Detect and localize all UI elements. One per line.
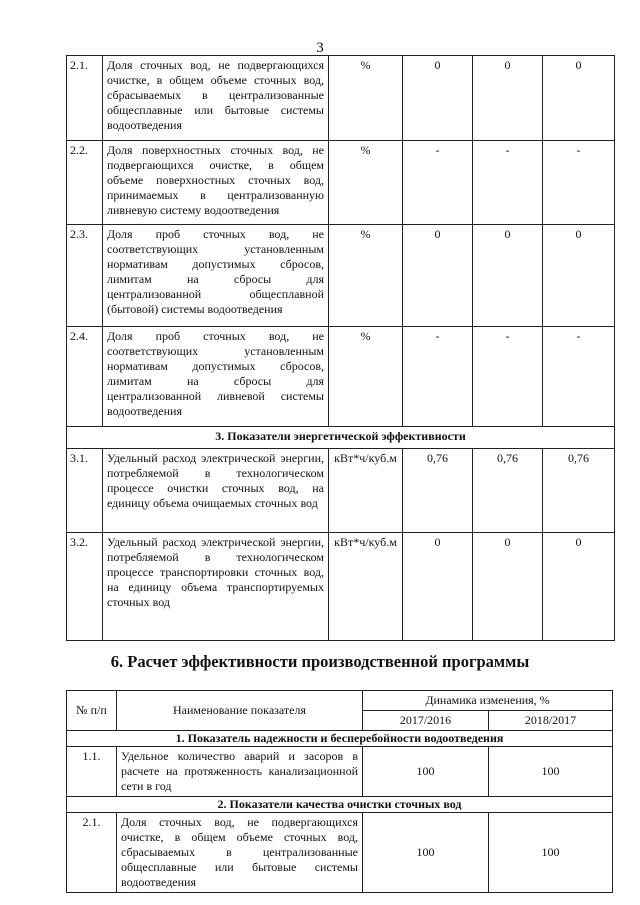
table-row xyxy=(67,449,615,533)
header-year-1: 2017/2016 xyxy=(363,711,489,731)
row-number: 3.1. xyxy=(67,449,103,533)
value-cell: 0 xyxy=(543,225,615,327)
section-row xyxy=(67,731,613,747)
row-number: 2.1. xyxy=(67,813,117,893)
value-cell: 0 xyxy=(543,56,615,141)
unit-cell: % xyxy=(329,141,403,225)
section-row xyxy=(67,797,613,813)
header-number: № п/п xyxy=(67,691,117,731)
table-row xyxy=(67,56,615,141)
indicator-name: Доля проб сточных вод, не соответствующих установленным нормативам допустимых сбросов, лимитам на сбросы для централизованной ливневой системы водоотведения xyxy=(103,327,329,427)
value-cell: 0,76 xyxy=(543,449,615,533)
efficiency-table xyxy=(66,690,613,893)
table-row xyxy=(67,747,613,797)
value-cell: - xyxy=(473,327,543,427)
header-year-2: 2018/2017 xyxy=(489,711,613,731)
header-dynamics: Динамика изменения, % xyxy=(363,691,613,711)
value-cell: 0 xyxy=(403,56,473,141)
table-row xyxy=(67,533,615,641)
indicator-name: Доля поверхностных сточных вод, не подвергающихся очистке, в общем объеме поверхностных сточных вод, принимаемых в централизованную ливневую систему водоотведения xyxy=(103,141,329,225)
unit-cell: % xyxy=(329,327,403,427)
section-title: 2. Показатели качества очистки сточных вод xyxy=(67,797,613,813)
value-cell: 100 xyxy=(489,747,613,797)
indicator-name: Удельное количество аварий и засоров в расчете на протяженность канализационной сети в год xyxy=(117,747,363,797)
unit-cell: кВт*ч/куб.м xyxy=(329,533,403,641)
indicator-name: Удельный расход электрической энергии, потребляемой в технологическом процессе транспортировки сточных вод, на единицу объема транспортируемых сточных вод xyxy=(103,533,329,641)
value-cell: 0 xyxy=(473,56,543,141)
row-number: 2.4. xyxy=(67,327,103,427)
table-row xyxy=(67,813,613,893)
section-6-heading: 6. Расчет эффективности производственной программы xyxy=(110,652,530,671)
row-number: 2.2. xyxy=(67,141,103,225)
unit-cell: % xyxy=(329,56,403,141)
page-number: 3 xyxy=(316,40,324,56)
value-cell: - xyxy=(543,327,615,427)
value-cell: 0 xyxy=(403,225,473,327)
value-cell: 0,76 xyxy=(403,449,473,533)
indicator-name: Удельный расход электрической энергии, потребляемой в технологическом процессе очистки сточных вод, на единицу объема очищаемых сточных вод xyxy=(103,449,329,533)
value-cell: 100 xyxy=(363,747,489,797)
indicator-name: Доля сточных вод, не подвергающихся очистке, в общем объеме сточных вод, сбрасываемых в централизованные общесплавные или бытовые системы водоотведения xyxy=(117,813,363,893)
value-cell: 0 xyxy=(403,533,473,641)
row-number: 3.2. xyxy=(67,533,103,641)
value-cell: 0,76 xyxy=(473,449,543,533)
value-cell: 0 xyxy=(543,533,615,641)
row-number: 1.1. xyxy=(67,747,117,797)
unit-cell: кВт*ч/куб.м xyxy=(329,449,403,533)
value-cell: - xyxy=(543,141,615,225)
indicators-table xyxy=(66,55,615,641)
row-number: 2.3. xyxy=(67,225,103,327)
value-cell: 0 xyxy=(473,225,543,327)
value-cell: 100 xyxy=(363,813,489,893)
value-cell: - xyxy=(403,327,473,427)
table-row xyxy=(67,327,615,427)
table-row xyxy=(67,141,615,225)
value-cell: - xyxy=(473,141,543,225)
value-cell: - xyxy=(403,141,473,225)
table-row xyxy=(67,225,615,327)
row-number: 2.1. xyxy=(67,56,103,141)
value-cell: 0 xyxy=(473,533,543,641)
section-row xyxy=(67,427,615,449)
unit-cell: % xyxy=(329,225,403,327)
section-title: 1. Показатель надежности и бесперебойности водоотведения xyxy=(67,731,613,747)
indicator-name: Доля сточных вод, не подвергающихся очистке, в общем объеме сточных вод, сбрасываемых в централизованные общесплавные или бытовые системы водоотведения xyxy=(103,56,329,141)
value-cell: 100 xyxy=(489,813,613,893)
indicator-name: Доля проб сточных вод, не соответствующих установленным нормативам допустимых сбросов, лимитам на сбросы для централизованной общесплавной (бытовой) системы водоотведения xyxy=(103,225,329,327)
header-row xyxy=(67,691,613,711)
header-name: Наименование показателя xyxy=(117,691,363,731)
section-title: 3. Показатели энергетической эффективности xyxy=(67,427,615,449)
